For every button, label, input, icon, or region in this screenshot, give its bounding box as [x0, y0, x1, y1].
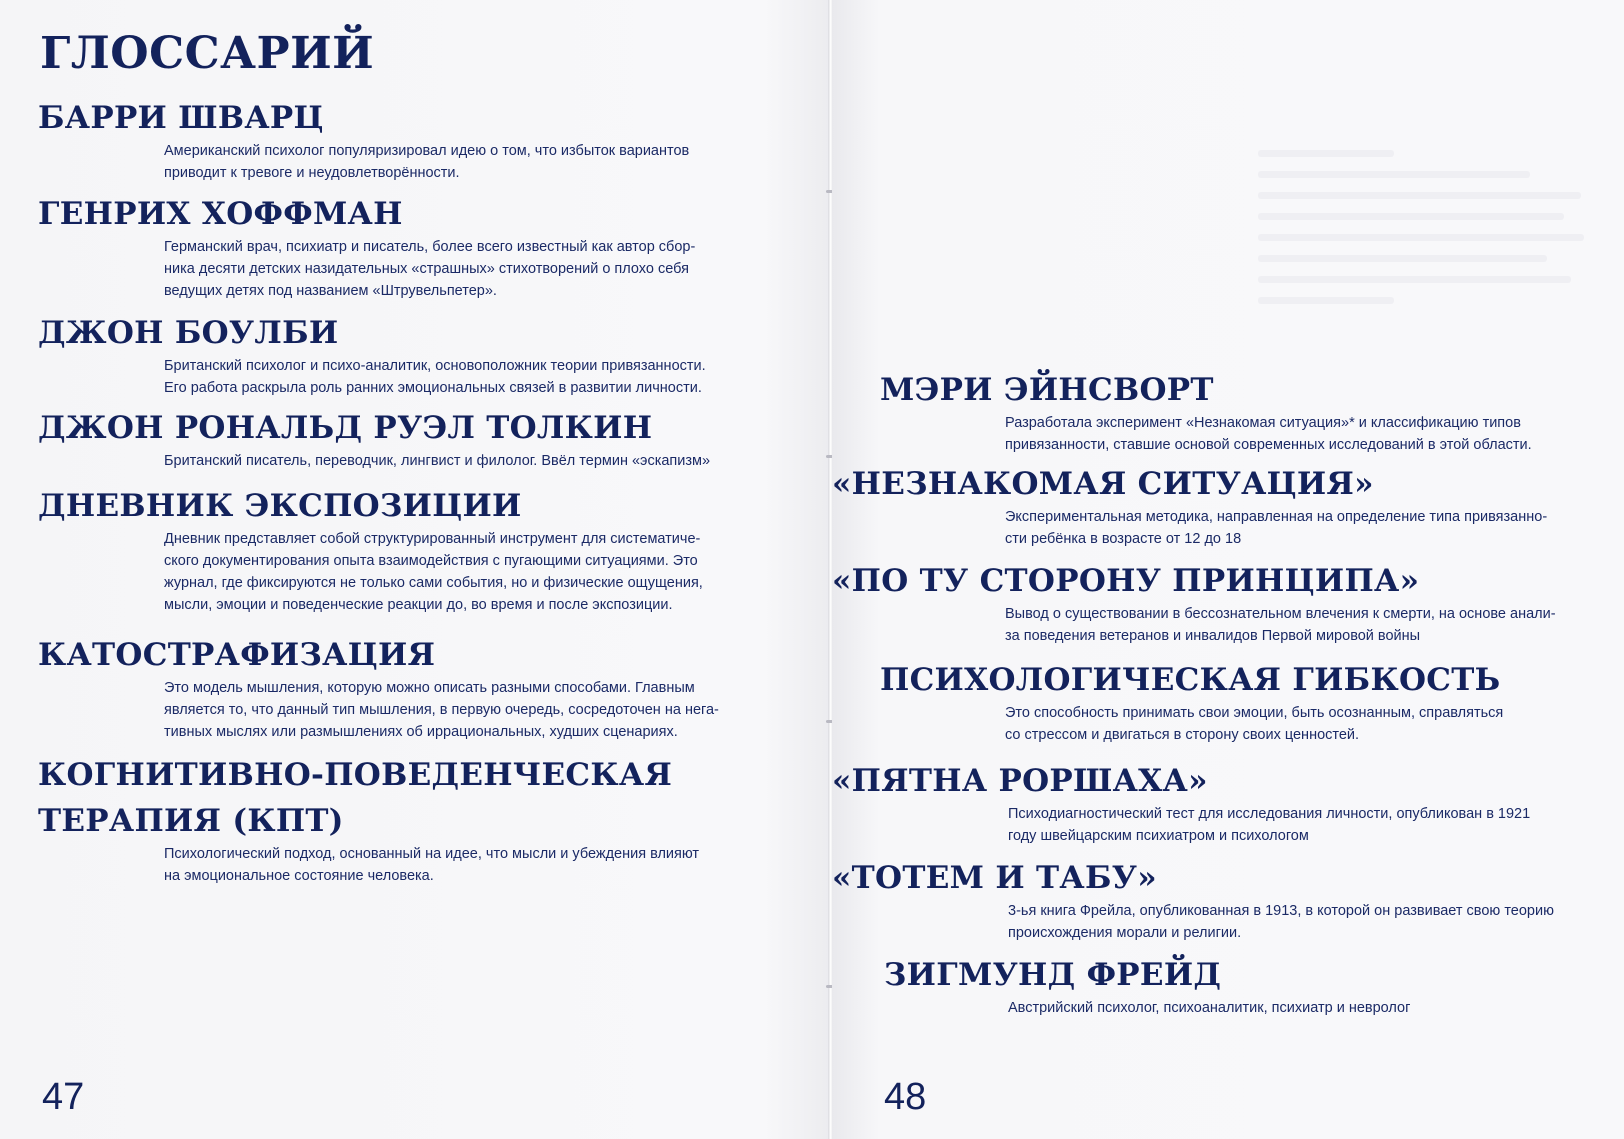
definition-line: Это модель мышления, которую можно описать разными способами. Главным: [164, 680, 695, 696]
definition-line: ского документирования опыта взаимодействия с пугающими ситуациями. Это: [164, 553, 698, 569]
definition-line: году швейцарским психиатром и психологом: [1008, 828, 1309, 844]
entry-definition: [1005, 603, 1556, 647]
definition-line: привязанности, ставшие основой современных исследований в этой области.: [1005, 437, 1532, 453]
glossary-entry: [38, 757, 699, 887]
glossary-entry: [38, 410, 710, 472]
entry-definition: [164, 450, 710, 472]
glossary-entry: [38, 488, 703, 616]
page-number: 48: [884, 1076, 927, 1118]
entry-definition: [1008, 803, 1530, 847]
entry-term: БАРРИ ШВАРЦ: [38, 100, 324, 136]
definition-line: Экспериментальная методика, направленная на определение типа привязанно-: [1005, 509, 1548, 525]
definition-line: Британский писатель, переводчик, лингвист и филолог. Ввёл термин «эскапизм»: [164, 453, 711, 469]
definition-line: Дневник представляет собой структурированный инструмент для систематиче-: [164, 531, 701, 547]
entry-term: ДНЕВНИК ЭКСПОЗИЦИИ: [38, 488, 522, 524]
entry-term: ДЖОН РОНАЛЬД РУЭЛ ТОЛКИН: [38, 410, 653, 446]
glossary-entry: [832, 466, 1547, 550]
definition-line: Психодиагностический тест для исследования личности, опубликован в 1921: [1008, 806, 1531, 822]
entry-definition: [164, 140, 689, 184]
definition-line: ника десяти детских назидательных «страшных» стихотворений о плохо себя: [164, 261, 689, 277]
entry-term: ЗИГМУНД ФРЕЙД: [884, 957, 1222, 993]
glossary-entry: [832, 763, 1530, 847]
entry-definition: [1005, 506, 1547, 550]
definition-line: 3-ья книга Фрейла, опубликованная в 1913, в которой он развивает свою теорию: [1008, 903, 1554, 919]
entry-definition: [1008, 900, 1554, 944]
entry-definition: [164, 528, 703, 616]
entry-term: ПСИХОЛОГИЧЕСКАЯ ГИБКОСТЬ: [880, 662, 1501, 698]
definition-line: Это способность принимать свои эмоции, быть осознанным, справляться: [1005, 705, 1504, 721]
glossary-entry: [880, 372, 1532, 456]
definition-line: Американский психолог популяризировал идею о том, что избыток вариантов: [164, 143, 690, 159]
definition-line: приводит к тревоге и неудовлетворённости.: [164, 165, 460, 181]
entry-definition: [164, 236, 695, 302]
definition-line: Его работа раскрыла роль ранних эмоциональных связей в развитии личности.: [164, 380, 702, 396]
entry-definition: [1005, 702, 1503, 746]
definition-line: Германский врач, психиатр и писатель, более всего известный как автор сбор-: [164, 239, 696, 255]
entry-definition: [164, 677, 719, 743]
glossary-entry: [832, 860, 1554, 944]
glossary-title: ГЛОССАРИЙ: [40, 28, 375, 79]
entry-term: «ТОТЕМ И ТАБУ»: [832, 860, 1157, 896]
definition-line: со стрессом и двигаться в сторону своих ценностей.: [1005, 727, 1360, 743]
definition-line: за поведения ветеранов и инвалидов Первой мировой войны: [1005, 628, 1421, 644]
entry-term-continued: ТЕРАПИЯ (КПТ): [38, 803, 344, 839]
entry-term: КАТОСТРАФИЗАЦИЯ: [38, 637, 436, 673]
definition-line: происхождения морали и религии.: [1008, 925, 1242, 941]
definition-line: ведущих детях под названием «Штрувельпетер».: [164, 283, 497, 299]
definition-line: Австрийский психолог, психоаналитик, психиатр и невролог: [1008, 1000, 1411, 1016]
definition-line: Разработала эксперимент «Незнакомая ситуация»* и классификацию типов: [1005, 415, 1521, 431]
glossary-entry: [38, 100, 689, 184]
entry-term: «НЕЗНАКОМАЯ СИТУАЦИЯ»: [832, 466, 1374, 502]
definition-line: мысли, эмоции и поведенческие реакции до, во время и после экспозиции.: [164, 597, 673, 613]
glossary-entry: [884, 957, 1410, 1019]
entry-term: «ПЯТНА РОРШАХА»: [832, 763, 1208, 799]
definition-line: тивных мыслях или размышлениях об иррациональных, худших сценариях.: [164, 724, 678, 740]
show-through-text: [1258, 150, 1598, 318]
right-page: [832, 0, 1624, 1139]
glossary-entry: [832, 563, 1556, 647]
definition-line: Психологический подход, основанный на идее, что мысли и убеждения влияют: [164, 846, 700, 862]
entry-term: МЭРИ ЭЙНСВОРТ: [880, 372, 1214, 408]
entry-term: ДЖОН БОУЛБИ: [38, 315, 339, 351]
glossary-entry: [880, 662, 1503, 746]
entry-definition: [164, 355, 706, 399]
entry-term: КОГНИТИВНО-ПОВЕДЕНЧЕСКАЯ: [38, 757, 673, 793]
page-number: 47: [42, 1076, 85, 1118]
glossary-entry: [38, 315, 706, 399]
entry-definition: [1008, 997, 1410, 1019]
definition-line: журнал, где фиксируются не только сами события, но и физические ощущения,: [164, 575, 703, 591]
entry-term: ГЕНРИХ ХОФФМАН: [38, 196, 403, 232]
definition-line: Вывод о существовании в бессознательном влечения к смерти, на основе анали-: [1005, 606, 1556, 622]
entry-definition: [1005, 412, 1532, 456]
definition-line: сти ребёнка в возрасте от 12 до 18: [1005, 531, 1242, 547]
definition-line: является то, что данный тип мышления, в первую очередь, сосредоточен на нега-: [164, 702, 719, 718]
glossary-entry: [38, 637, 719, 743]
definition-line: Британский психолог и психо-аналитик, основоположник теории привязанности.: [164, 358, 706, 374]
glossary-entry: [38, 196, 695, 302]
entry-term: «ПО ТУ СТОРОНУ ПРИНЦИПА»: [832, 563, 1420, 599]
definition-line: на эмоциональное состояние человека.: [164, 868, 434, 884]
entry-definition: [164, 843, 699, 887]
